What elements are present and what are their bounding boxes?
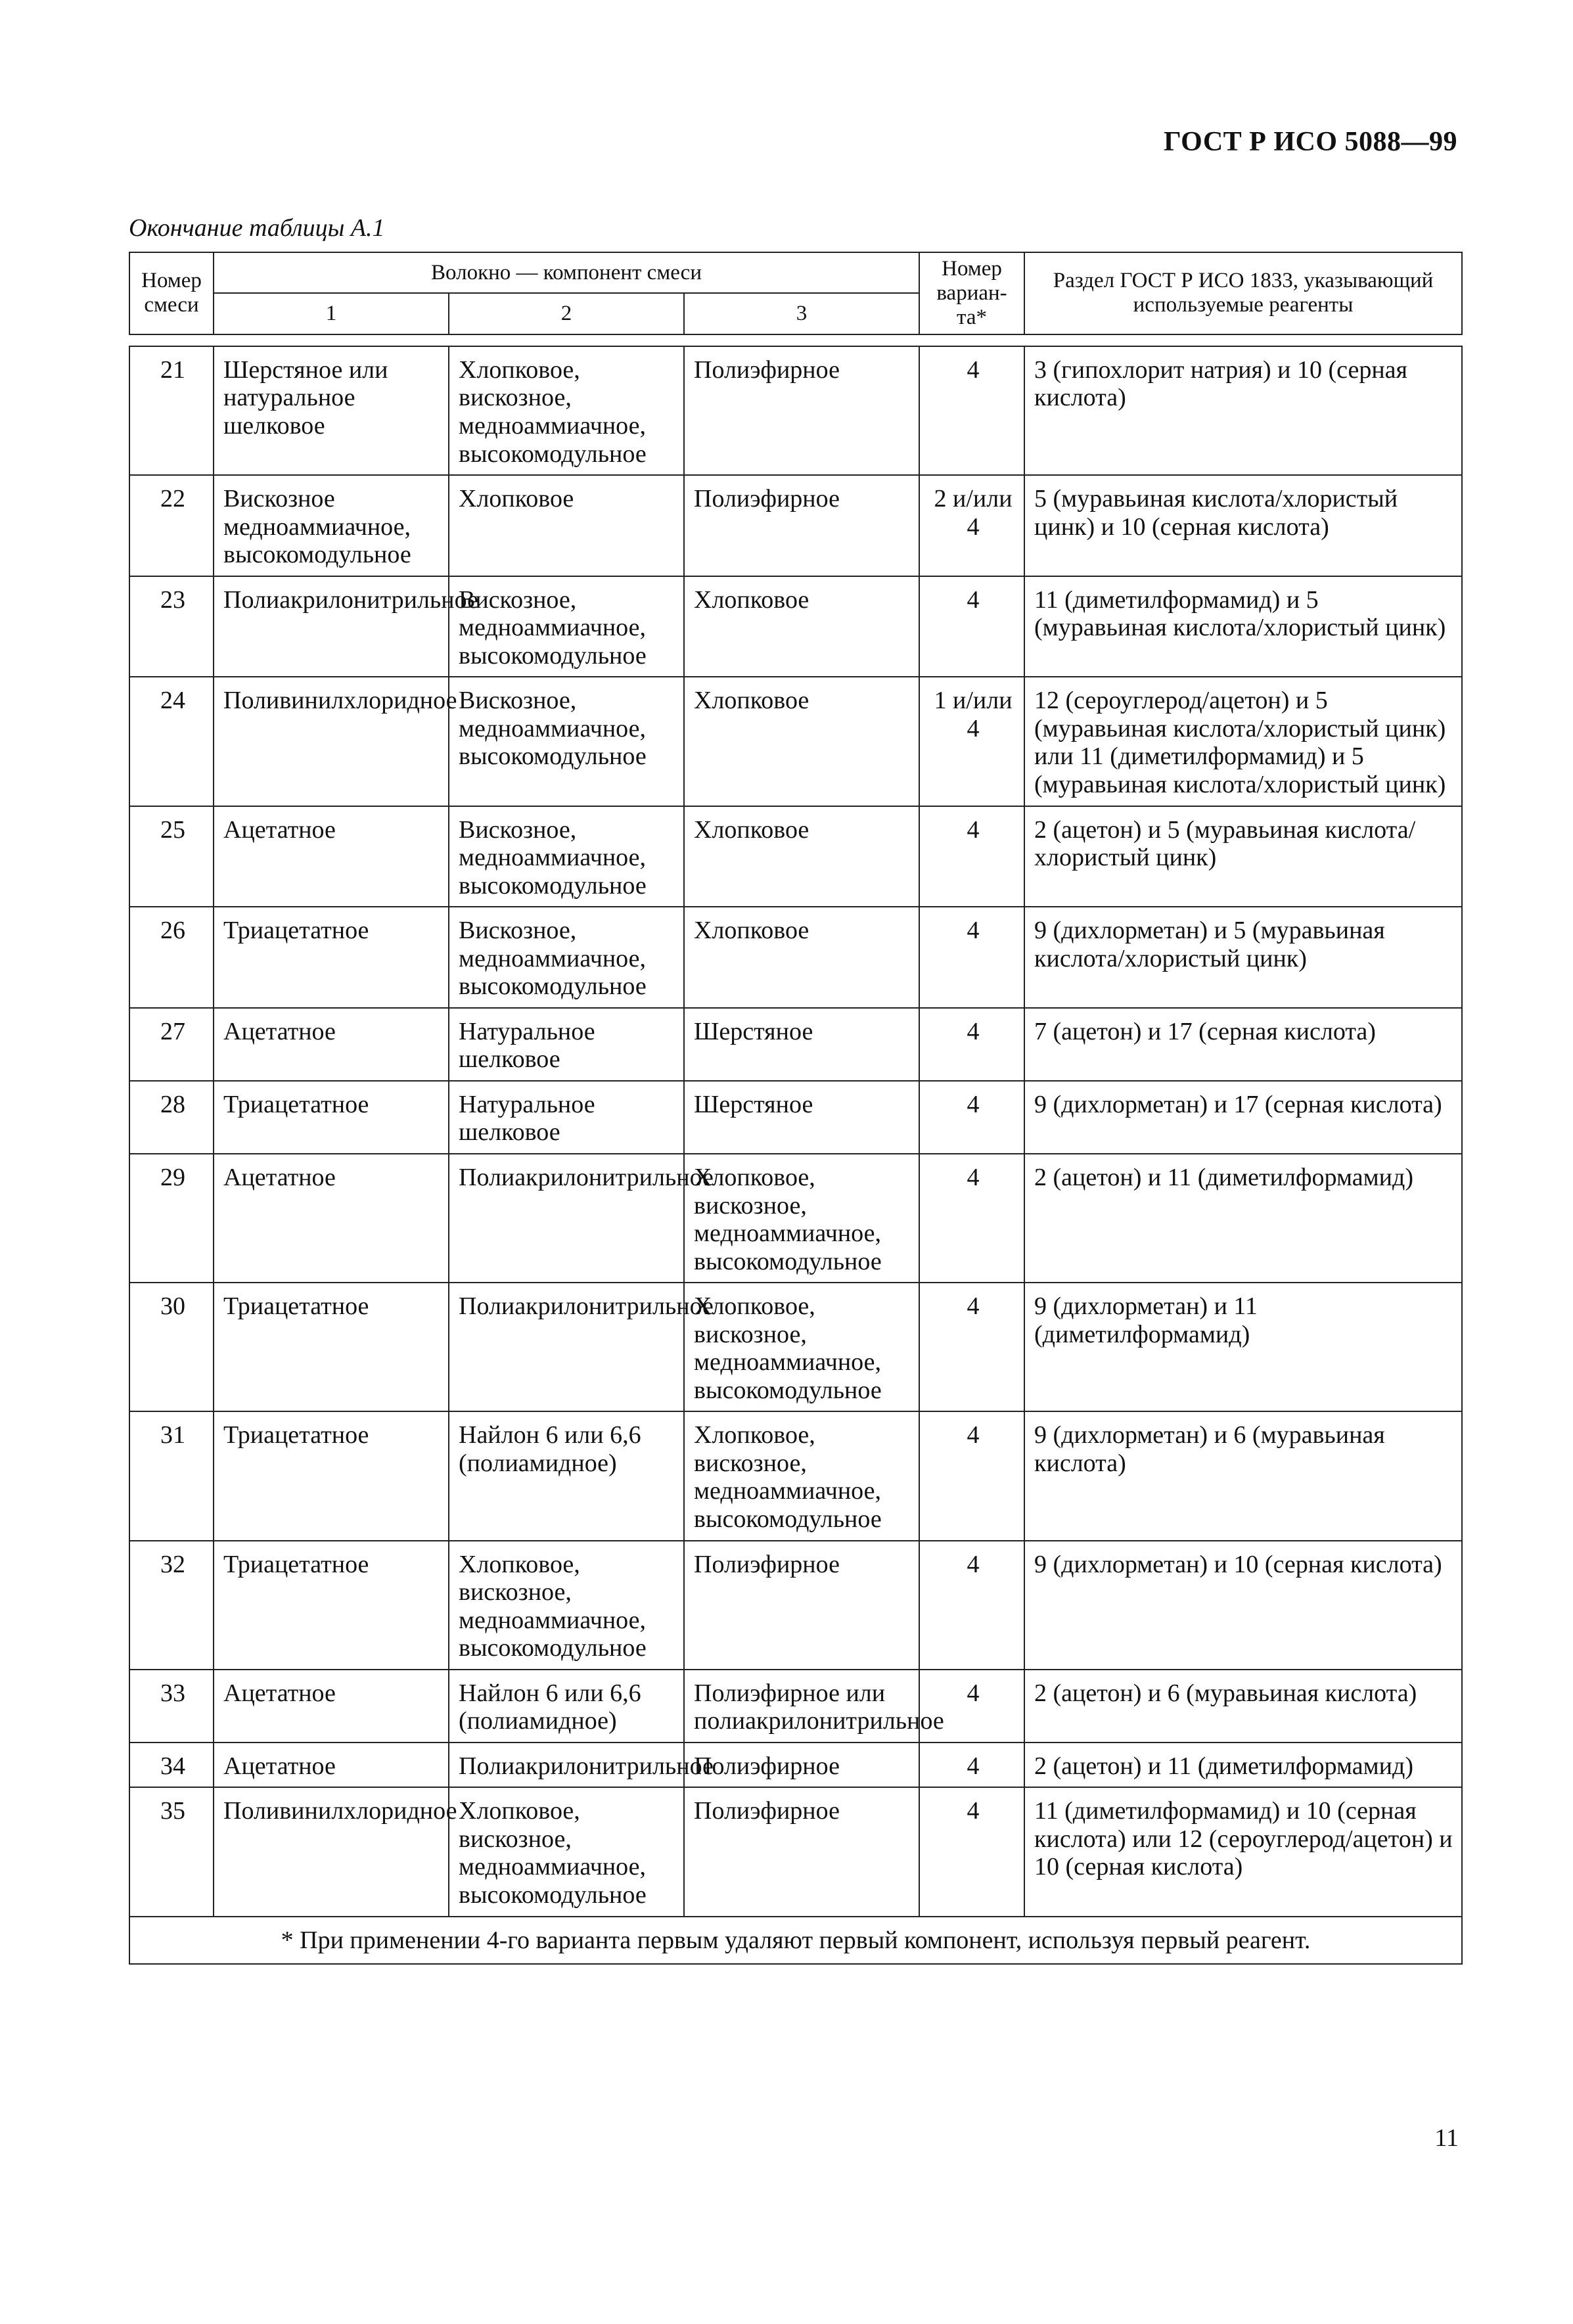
- cell-reagents: 7 (ацетон) и 17 (серная кислота): [1024, 1008, 1462, 1081]
- cell-variant: 4: [919, 576, 1024, 677]
- cell-fiber-1: Триацетатное: [214, 1081, 449, 1154]
- cell-fiber-2: Найлон 6 или 6,6 (полиамидное): [449, 1411, 684, 1540]
- table-row: [129, 1411, 1462, 1540]
- document-header: ГОСТ Р ИСО 5088—99: [1163, 127, 1457, 157]
- cell-mix-number: 28: [129, 1081, 214, 1154]
- col-fiber-group: Волокно — компонент смеси: [214, 252, 919, 293]
- cell-fiber-2: Полиакрилонитрильное: [449, 1283, 684, 1411]
- cell-fiber-3: Полиэфирное: [684, 1787, 919, 1916]
- cell-mix-number: 21: [129, 346, 214, 475]
- cell-mix-number: 24: [129, 677, 214, 806]
- cell-fiber-3: Полиэфирное или полиакрилонитрильное: [684, 1670, 919, 1743]
- cell-mix-number: 25: [129, 806, 214, 907]
- cell-fiber-1: Триацетатное: [214, 1283, 449, 1411]
- col-fiber-1: 1: [214, 293, 449, 334]
- cell-fiber-3: Хлопковое: [684, 576, 919, 677]
- cell-fiber-2: Хлопковое, вискозное, медноаммиачное, высокомодульное: [449, 346, 684, 475]
- cell-fiber-2: Вискозное, медноаммиачное, высокомодульное: [449, 907, 684, 1008]
- cell-fiber-3: Полиэфирное: [684, 1541, 919, 1670]
- cell-fiber-1: Полиакрилонитрильное: [214, 576, 449, 677]
- cell-mix-number: 29: [129, 1154, 214, 1283]
- cell-fiber-3: Полиэфирное: [684, 475, 919, 576]
- col-fiber-2: 2: [449, 293, 684, 334]
- cell-fiber-2: Вискозное, медноаммиачное, высокомодульное: [449, 806, 684, 907]
- cell-mix-number: 30: [129, 1283, 214, 1411]
- col-variant-number: Номер вариан- та*: [919, 252, 1024, 334]
- cell-reagents: 9 (дихлорметан) и 11 (диметилформамид): [1024, 1283, 1462, 1411]
- cell-variant: 4: [919, 1743, 1024, 1788]
- cell-fiber-3: Шерстяное: [684, 1081, 919, 1154]
- cell-mix-number: 35: [129, 1787, 214, 1916]
- table-row: [129, 1283, 1462, 1411]
- cell-variant: 4: [919, 1670, 1024, 1743]
- cell-mix-number: 27: [129, 1008, 214, 1081]
- cell-fiber-2: Хлопковое, вискозное, медноаммиачное, высокомодульное: [449, 1541, 684, 1670]
- cell-fiber-2: Вискозное, медноаммиачное, высокомодульное: [449, 677, 684, 806]
- cell-variant: 4: [919, 1008, 1024, 1081]
- cell-fiber-2: Полиакрилонитрильное: [449, 1743, 684, 1788]
- cell-variant: 4: [919, 346, 1024, 475]
- cell-reagents: 9 (дихлорметан) и 17 (серная кислота): [1024, 1081, 1462, 1154]
- col-mix-number: Номер смеси: [129, 252, 214, 334]
- cell-fiber-3: Хлопковое: [684, 677, 919, 806]
- cell-fiber-3: Хлопковое: [684, 907, 919, 1008]
- cell-variant: 2 и/или 4: [919, 475, 1024, 576]
- cell-mix-number: 32: [129, 1541, 214, 1670]
- cell-fiber-1: Триацетатное: [214, 1541, 449, 1670]
- table-row: [129, 475, 1462, 576]
- cell-reagents: 9 (дихлорметан) и 10 (серная кислота): [1024, 1541, 1462, 1670]
- cell-fiber-3: Хлопковое, вискозное, медноаммиачное, высокомодульное: [684, 1154, 919, 1283]
- cell-mix-number: 33: [129, 1670, 214, 1743]
- cell-mix-number: 31: [129, 1411, 214, 1540]
- cell-fiber-1: Вискозное медноаммиачное, высокомодульное: [214, 475, 449, 576]
- cell-fiber-3: Хлопковое, вискозное, медноаммиачное, высокомодульное: [684, 1411, 919, 1540]
- cell-fiber-1: Триацетатное: [214, 907, 449, 1008]
- table-row: [129, 576, 1462, 677]
- cell-fiber-1: Ацетатное: [214, 1154, 449, 1283]
- cell-fiber-2: Натуральное шелковое: [449, 1008, 684, 1081]
- table-row: [129, 1008, 1462, 1081]
- cell-reagents: 2 (ацетон) и 11 (диметилформамид): [1024, 1743, 1462, 1788]
- cell-fiber-1: Триацетатное: [214, 1411, 449, 1540]
- cell-mix-number: 23: [129, 576, 214, 677]
- table-row: [129, 1154, 1462, 1283]
- cell-fiber-3: Полиэфирное: [684, 1743, 919, 1788]
- cell-fiber-1: Ацетатное: [214, 1743, 449, 1788]
- page-number: 11: [1434, 2124, 1459, 2152]
- cell-fiber-3: Шерстяное: [684, 1008, 919, 1081]
- cell-fiber-1: Ацетатное: [214, 1670, 449, 1743]
- table-row: [129, 1743, 1462, 1788]
- col-fiber-3: 3: [684, 293, 919, 334]
- cell-mix-number: 26: [129, 907, 214, 1008]
- cell-reagents: 5 (муравьиная кислота/хлористый цинк) и 10 (серная кислота): [1024, 475, 1462, 576]
- cell-reagents: 12 (сероуглерод/ацетон) и 5 (муравьиная кислота/хлористый цинк) или 11 (диметилформамид) и 5 (муравьиная кислота/хлористый цинк): [1024, 677, 1462, 806]
- cell-fiber-3: Полиэфирное: [684, 346, 919, 475]
- cell-fiber-3: Хлопковое, вискозное, медноаммиачное, высокомодульное: [684, 1283, 919, 1411]
- cell-variant: 4: [919, 1154, 1024, 1283]
- cell-fiber-2: Полиакрилонитрильное: [449, 1154, 684, 1283]
- cell-reagents: 11 (диметилформамид) и 10 (серная кислота) или 12 (сероуглерод/ацетон) и 10 (серная кислота): [1024, 1787, 1462, 1916]
- cell-variant: 4: [919, 1081, 1024, 1154]
- fiber-table: [129, 252, 1463, 1965]
- cell-reagents: 3 (гипохлорит натрия) и 10 (серная кислота): [1024, 346, 1462, 475]
- cell-variant: 4: [919, 907, 1024, 1008]
- table-row: [129, 1541, 1462, 1670]
- table-caption: Окончание таблицы А.1: [129, 214, 385, 242]
- cell-fiber-1: Ацетатное: [214, 806, 449, 907]
- cell-fiber-2: Найлон 6 или 6,6 (полиамидное): [449, 1670, 684, 1743]
- cell-fiber-2: Вискозное, медноаммиачное, высокомодульное: [449, 576, 684, 677]
- cell-reagents: 9 (дихлорметан) и 6 (муравьиная кислота): [1024, 1411, 1462, 1540]
- table-row: [129, 1787, 1462, 1916]
- table-row: [129, 346, 1462, 475]
- cell-reagents: 9 (дихлорметан) и 5 (муравьиная кислота/хлористый цинк): [1024, 907, 1462, 1008]
- cell-fiber-1: Поливинилхлоридное: [214, 1787, 449, 1916]
- cell-fiber-1: Шерстяное или натуральное шелковое: [214, 346, 449, 475]
- table-row: [129, 677, 1462, 806]
- cell-fiber-2: Хлопковое, вискозное, медноаммиачное, высокомодульное: [449, 1787, 684, 1916]
- cell-variant: 4: [919, 1283, 1024, 1411]
- cell-fiber-1: Ацетатное: [214, 1008, 449, 1081]
- cell-fiber-2: Натуральное шелковое: [449, 1081, 684, 1154]
- table-row: [129, 907, 1462, 1008]
- table-footnote: * При применении 4-го варианта первым удаляют первый компонент, используя первый реагент.: [129, 1917, 1462, 1965]
- cell-reagents: 2 (ацетон) и 6 (муравьиная кислота): [1024, 1670, 1462, 1743]
- cell-reagents: 11 (диметилформамид) и 5 (муравьиная кислота/хлористый цинк): [1024, 576, 1462, 677]
- cell-fiber-3: Хлопковое: [684, 806, 919, 907]
- cell-reagents: 2 (ацетон) и 11 (диметилформамид): [1024, 1154, 1462, 1283]
- cell-variant: 4: [919, 806, 1024, 907]
- cell-fiber-2: Хлопковое: [449, 475, 684, 576]
- cell-variant: 4: [919, 1411, 1024, 1540]
- table-row: [129, 1670, 1462, 1743]
- cell-variant: 4: [919, 1787, 1024, 1916]
- cell-fiber-1: Поливинилхлоридное: [214, 677, 449, 806]
- cell-mix-number: 22: [129, 475, 214, 576]
- cell-variant: 1 и/или 4: [919, 677, 1024, 806]
- col-section: Раздел ГОСТ Р ИСО 1833, указывающий используемые реагенты: [1024, 252, 1462, 334]
- cell-mix-number: 34: [129, 1743, 214, 1788]
- table-row: [129, 1081, 1462, 1154]
- cell-reagents: 2 (ацетон) и 5 (муравьиная кислота/хлористый цинк): [1024, 806, 1462, 907]
- table-row: [129, 806, 1462, 907]
- cell-variant: 4: [919, 1541, 1024, 1670]
